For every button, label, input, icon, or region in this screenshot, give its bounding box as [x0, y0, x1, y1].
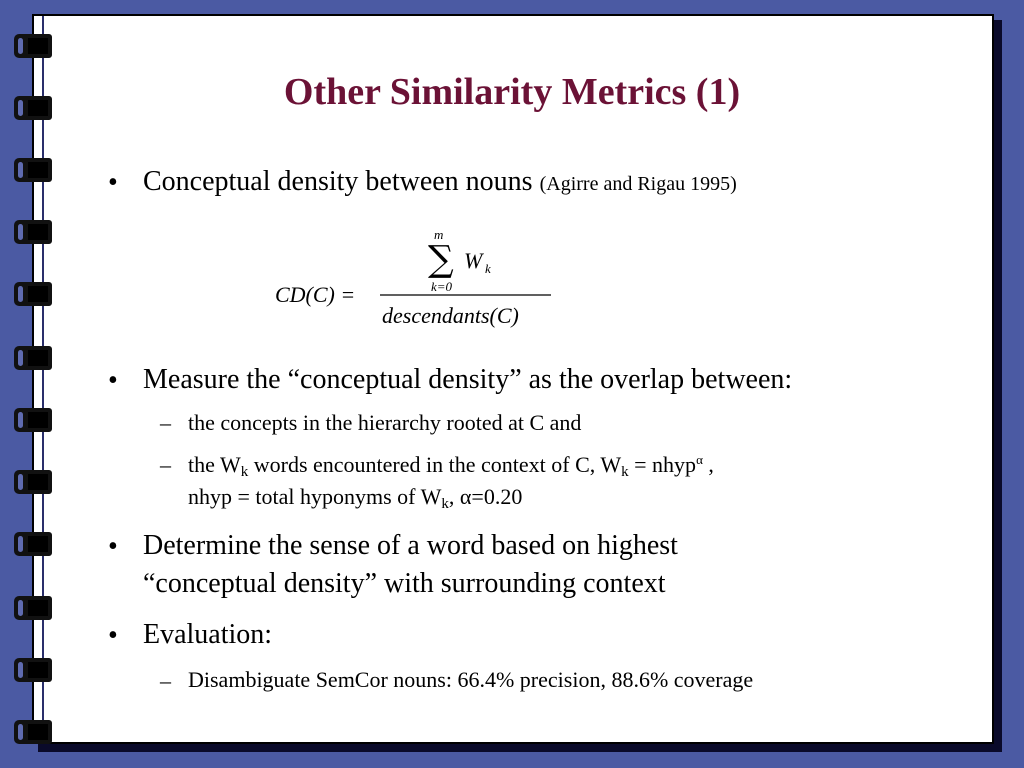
- citation: (Agirre and Rigau 1995): [539, 173, 737, 195]
- bullet-marker: •: [108, 531, 118, 562]
- bullet-line: Determine the sense of a word based on highest: [143, 530, 678, 561]
- text-segment: = nhyp: [628, 452, 697, 477]
- binder-ring: [14, 34, 52, 58]
- subscript: k: [621, 464, 629, 480]
- binder-rings: [14, 30, 56, 730]
- binder-ring: [14, 158, 52, 182]
- dash-marker: –: [160, 410, 171, 435]
- subbullet-words-line1: [188, 449, 948, 481]
- bullet-marker: •: [108, 167, 118, 198]
- binder-ring: [14, 658, 52, 682]
- summand: W: [464, 248, 483, 273]
- binder-ring: [14, 220, 52, 244]
- slide-title: Other Similarity Metrics (1): [283, 71, 741, 113]
- conceptual-density-formula: [270, 225, 570, 335]
- subbullet-concepts: the concepts in the hierarchy rooted at C and: [188, 410, 582, 435]
- binder-ring: [14, 470, 52, 494]
- sigma-icon: ∑: [428, 239, 454, 280]
- bullet-determine-sense: [143, 527, 963, 603]
- subbullet-words-line2: [188, 481, 948, 513]
- bullet-evaluation: Evaluation:: [143, 619, 273, 650]
- binder-ring: [14, 596, 52, 620]
- subbullet-semcor: Disambiguate SemCor nouns: 66.4% precision, 88.6% coverage: [188, 667, 754, 692]
- dash-marker: –: [160, 668, 171, 693]
- binder-ring: [14, 346, 52, 370]
- binder-ring: [14, 408, 52, 432]
- bullet-conceptual-density: [143, 163, 963, 203]
- dash-marker: –: [160, 452, 171, 477]
- text-segment: words encountered in the context of C, W: [248, 452, 622, 477]
- bullet-line: “conceptual density” with surrounding context: [143, 568, 666, 599]
- summand-subscript: k: [485, 261, 491, 276]
- subscript: k: [441, 496, 449, 512]
- superscript: α: [696, 452, 703, 467]
- bullet-marker: •: [108, 365, 118, 396]
- sum-upper-limit: m: [434, 227, 444, 242]
- text-segment: nhyp = total hyponyms of W: [188, 484, 442, 509]
- binder-ring: [14, 282, 52, 306]
- subbullet-words: [188, 449, 948, 513]
- bullet-marker: •: [108, 620, 118, 651]
- text-segment: the W: [188, 452, 241, 477]
- binder-ring: [14, 720, 52, 744]
- bullet-measure: Measure the “conceptual density” as the overlap between:: [143, 364, 793, 395]
- sum-lower-limit: k=0: [431, 279, 453, 294]
- binder-ring: [14, 532, 52, 556]
- formula-lhs: CD(C) =: [275, 282, 356, 307]
- subscript: k: [240, 464, 249, 480]
- formula-denominator: descendants(C): [382, 303, 519, 328]
- bullet-text: Conceptual density between nouns: [143, 166, 533, 197]
- text-segment: , α=0.20: [448, 484, 523, 509]
- text-segment: ,: [702, 452, 714, 477]
